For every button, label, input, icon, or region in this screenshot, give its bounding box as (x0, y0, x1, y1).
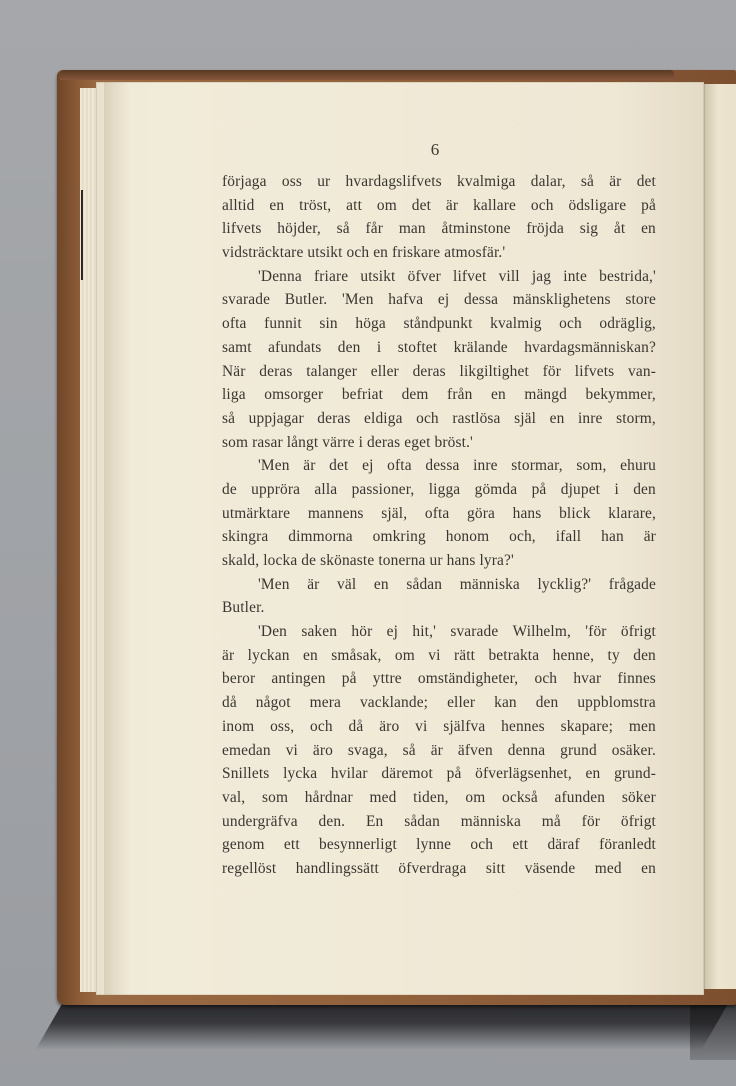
text-line: liga omsorger befriat dem från en mängd bekymmer, (222, 386, 656, 404)
text-line: alltid en tröst, att om det är kallare och ödsligare på (222, 196, 656, 214)
page-number: 6 (430, 140, 440, 159)
bookmark-thread (81, 190, 83, 280)
text-line: 'Den saken hör ej hit,' svarade Wilhelm, 'för öfrigt (258, 623, 656, 641)
text-line: skingra dimmorna omkring honom och, ifall han är (222, 528, 656, 546)
text-line: Butler. (222, 599, 265, 617)
text-line: de uppröra alla passioner, ligga gömda på djupet i den (222, 480, 656, 498)
text-line: beror antingen på yttre omständigheter, och hvar finnes (222, 670, 656, 688)
text-line: 'Denna friare utsikt öfver lifvet vill jag inte bestrida,' (258, 267, 656, 285)
text-line: lifvets höjder, så får man åtminstone fröjda sig åt en (222, 220, 656, 238)
text-line: emedan vi äro svaga, så är äfven denna grund osäker. (222, 741, 656, 759)
text-line: skald, locka de skönaste tonerna ur hans lyra?' (222, 552, 514, 569)
text-line: När deras talanger eller deras likgiltighet för lifvets van- (222, 362, 656, 380)
text-line: regellöst handlingssätt öfverdraga sitt väsende med en (222, 859, 656, 877)
text-line: svarade Butler. 'Men hafva ej dessa mänsklighetens store (222, 291, 656, 309)
text-line: inom oss, och då äro vi själfva hennes skapare; men (222, 717, 656, 735)
next-page-edge (704, 84, 736, 989)
text-line: vidsträcktare utsikt och en friskare atmosfär.' (222, 244, 506, 262)
text-line: då något mera vacklande; eller kan den uppblomstra (222, 694, 656, 712)
text-line: 'Men är det ej ofta dessa inre stormar, som, ehuru (258, 457, 656, 475)
text-line: är lyckan en småsak, om vi rätt betrakta henne, ty den (222, 646, 656, 664)
book-cover-top-edge (60, 70, 674, 80)
text-line: val, som hårdnar med tiden, om också afunden söker (222, 788, 656, 806)
text-line: samt afundats den i stoftet krälande hvardagsmänniskan? (222, 338, 656, 356)
text-line: Snillets lycka hvilar däremot på öfverlägsenhet, en grund- (222, 765, 656, 783)
text-line: undergräfva den. En sådan människa må för öfrigt (222, 812, 656, 830)
page-gutter-shading (104, 82, 130, 995)
text-line: förjaga oss ur hvardagslifvets kvalmiga dalar, så är det (222, 173, 656, 190)
text-line: genom ett besynnerligt lynne och ett däraf föranledt (222, 836, 656, 854)
text-line: 'Men är väl en sådan människa lycklig?' frågade (258, 575, 656, 593)
text-line: så uppjagar deras eldiga och rastlösa själ en inre storm, (222, 409, 656, 427)
text-line: ofta funnit sin höga ståndpunkt kvalmig och odräglig, (222, 315, 656, 333)
page-body-text (222, 170, 656, 881)
text-line: som rasar långt värre i deras eget bröst.' (222, 433, 473, 451)
text-line: utmärktare mannens själ, ofta göra hans blick klarare, (222, 504, 656, 522)
